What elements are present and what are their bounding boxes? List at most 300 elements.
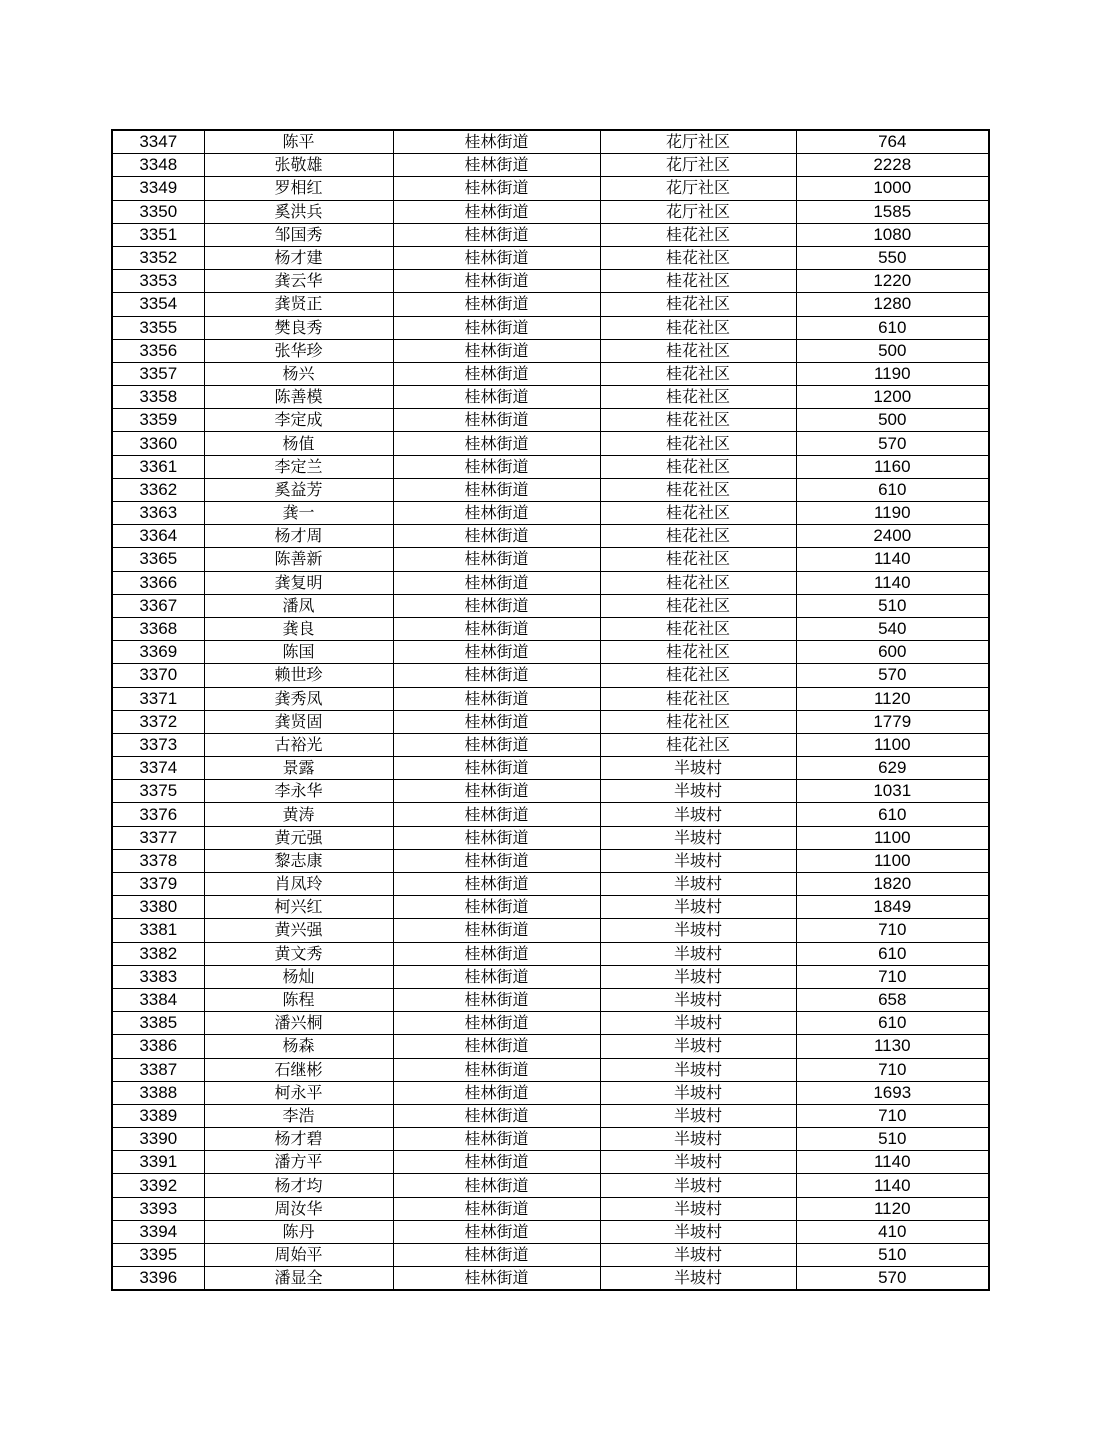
row-number-cell: 3378	[112, 849, 204, 872]
table-row	[112, 177, 989, 200]
row-number-cell: 3386	[112, 1035, 204, 1058]
street-cell: 桂林街道	[393, 1220, 600, 1243]
street-cell: 桂林街道	[393, 223, 600, 246]
row-number-cell: 3359	[112, 409, 204, 432]
name-cell: 奚益芳	[204, 478, 393, 501]
street-cell: 桂林街道	[393, 1104, 600, 1127]
row-number-cell: 3387	[112, 1058, 204, 1081]
street-cell: 桂林街道	[393, 849, 600, 872]
row-number-cell: 3348	[112, 154, 204, 177]
table-row	[112, 1197, 989, 1220]
street-cell: 桂林街道	[393, 641, 600, 664]
street-cell: 桂林街道	[393, 896, 600, 919]
amount-cell: 1849	[796, 896, 989, 919]
row-number-cell: 3365	[112, 548, 204, 571]
community-cell: 半坡村	[600, 803, 796, 826]
street-cell: 桂林街道	[393, 1151, 600, 1174]
name-cell: 龚云华	[204, 270, 393, 293]
name-cell: 陈善模	[204, 386, 393, 409]
community-cell: 花厅社区	[600, 177, 796, 200]
row-number-cell: 3385	[112, 1012, 204, 1035]
amount-cell: 1820	[796, 873, 989, 896]
amount-cell: 1190	[796, 362, 989, 385]
table-row	[112, 548, 989, 571]
name-cell: 罗相红	[204, 177, 393, 200]
name-cell: 杨才均	[204, 1174, 393, 1197]
community-cell: 半坡村	[600, 965, 796, 988]
table-row	[112, 594, 989, 617]
table-row	[112, 1267, 989, 1291]
street-cell: 桂林街道	[393, 548, 600, 571]
community-cell: 半坡村	[600, 1012, 796, 1035]
name-cell: 张华珍	[204, 339, 393, 362]
amount-cell: 2400	[796, 525, 989, 548]
name-cell: 龚复明	[204, 571, 393, 594]
name-cell: 李定成	[204, 409, 393, 432]
name-cell: 黄文秀	[204, 942, 393, 965]
table-row	[112, 988, 989, 1011]
table-row	[112, 780, 989, 803]
name-cell: 柯兴红	[204, 896, 393, 919]
amount-cell: 1031	[796, 780, 989, 803]
row-number-cell: 3350	[112, 200, 204, 223]
street-cell: 桂林街道	[393, 525, 600, 548]
community-cell: 桂花社区	[600, 478, 796, 501]
name-cell: 奚洪兵	[204, 200, 393, 223]
table-row	[112, 826, 989, 849]
table-row	[112, 919, 989, 942]
street-cell: 桂林街道	[393, 664, 600, 687]
street-cell: 桂林街道	[393, 687, 600, 710]
table-row	[112, 965, 989, 988]
row-number-cell: 3360	[112, 432, 204, 455]
table-row	[112, 896, 989, 919]
row-number-cell: 3390	[112, 1128, 204, 1151]
community-cell: 半坡村	[600, 1174, 796, 1197]
row-number-cell: 3372	[112, 710, 204, 733]
table-row	[112, 130, 989, 154]
table-row	[112, 1128, 989, 1151]
community-cell: 半坡村	[600, 1197, 796, 1220]
community-cell: 桂花社区	[600, 710, 796, 733]
amount-cell: 710	[796, 1104, 989, 1127]
street-cell: 桂林街道	[393, 1174, 600, 1197]
community-cell: 半坡村	[600, 988, 796, 1011]
community-cell: 桂花社区	[600, 502, 796, 525]
name-cell: 张敬雄	[204, 154, 393, 177]
name-cell: 景露	[204, 757, 393, 780]
row-number-cell: 3352	[112, 246, 204, 269]
amount-cell: 1130	[796, 1035, 989, 1058]
amount-cell: 570	[796, 664, 989, 687]
amount-cell: 1585	[796, 200, 989, 223]
table-row	[112, 1244, 989, 1267]
roster-table	[111, 129, 990, 1291]
street-cell: 桂林街道	[393, 942, 600, 965]
street-cell: 桂林街道	[393, 919, 600, 942]
table-row	[112, 316, 989, 339]
row-number-cell: 3394	[112, 1220, 204, 1243]
community-cell: 半坡村	[600, 849, 796, 872]
table-row	[112, 339, 989, 362]
community-cell: 桂花社区	[600, 733, 796, 756]
amount-cell: 500	[796, 339, 989, 362]
row-number-cell: 3391	[112, 1151, 204, 1174]
amount-cell: 1693	[796, 1081, 989, 1104]
community-cell: 半坡村	[600, 1081, 796, 1104]
street-cell: 桂林街道	[393, 1035, 600, 1058]
row-number-cell: 3351	[112, 223, 204, 246]
name-cell: 李浩	[204, 1104, 393, 1127]
row-number-cell: 3382	[112, 942, 204, 965]
table-row	[112, 803, 989, 826]
amount-cell: 1200	[796, 386, 989, 409]
row-number-cell: 3353	[112, 270, 204, 293]
row-number-cell: 3380	[112, 896, 204, 919]
street-cell: 桂林街道	[393, 386, 600, 409]
name-cell: 邹国秀	[204, 223, 393, 246]
row-number-cell: 3368	[112, 617, 204, 640]
table-row	[112, 1220, 989, 1243]
community-cell: 桂花社区	[600, 571, 796, 594]
name-cell: 陈国	[204, 641, 393, 664]
community-cell: 桂花社区	[600, 223, 796, 246]
table-row	[112, 525, 989, 548]
table-row	[112, 733, 989, 756]
table-row	[112, 757, 989, 780]
community-cell: 半坡村	[600, 942, 796, 965]
street-cell: 桂林街道	[393, 1081, 600, 1104]
name-cell: 陈程	[204, 988, 393, 1011]
table-row	[112, 710, 989, 733]
amount-cell: 658	[796, 988, 989, 1011]
name-cell: 陈平	[204, 130, 393, 154]
street-cell: 桂林街道	[393, 316, 600, 339]
row-number-cell: 3371	[112, 687, 204, 710]
name-cell: 黄元强	[204, 826, 393, 849]
community-cell: 半坡村	[600, 757, 796, 780]
name-cell: 柯永平	[204, 1081, 393, 1104]
table-row	[112, 617, 989, 640]
name-cell: 陈善新	[204, 548, 393, 571]
street-cell: 桂林街道	[393, 130, 600, 154]
table-row	[112, 223, 989, 246]
street-cell: 桂林街道	[393, 826, 600, 849]
table-row	[112, 687, 989, 710]
table-row	[112, 432, 989, 455]
row-number-cell: 3367	[112, 594, 204, 617]
community-cell: 花厅社区	[600, 200, 796, 223]
name-cell: 杨才周	[204, 525, 393, 548]
community-cell: 半坡村	[600, 873, 796, 896]
row-number-cell: 3369	[112, 641, 204, 664]
row-number-cell: 3358	[112, 386, 204, 409]
row-number-cell: 3389	[112, 1104, 204, 1127]
table-row	[112, 1035, 989, 1058]
name-cell: 黎志康	[204, 849, 393, 872]
community-cell: 桂花社区	[600, 270, 796, 293]
amount-cell: 1280	[796, 293, 989, 316]
amount-cell: 610	[796, 316, 989, 339]
row-number-cell: 3357	[112, 362, 204, 385]
community-cell: 桂花社区	[600, 293, 796, 316]
name-cell: 龚一	[204, 502, 393, 525]
street-cell: 桂林街道	[393, 1197, 600, 1220]
amount-cell: 510	[796, 594, 989, 617]
table-row	[112, 1058, 989, 1081]
street-cell: 桂林街道	[393, 873, 600, 896]
street-cell: 桂林街道	[393, 1267, 600, 1291]
street-cell: 桂林街道	[393, 200, 600, 223]
street-cell: 桂林街道	[393, 733, 600, 756]
table-row	[112, 502, 989, 525]
community-cell: 半坡村	[600, 919, 796, 942]
community-cell: 桂花社区	[600, 641, 796, 664]
name-cell: 樊良秀	[204, 316, 393, 339]
street-cell: 桂林街道	[393, 502, 600, 525]
amount-cell: 1100	[796, 849, 989, 872]
table-row	[112, 246, 989, 269]
amount-cell: 500	[796, 409, 989, 432]
community-cell: 半坡村	[600, 1035, 796, 1058]
name-cell: 潘兴桐	[204, 1012, 393, 1035]
row-number-cell: 3384	[112, 988, 204, 1011]
table-row	[112, 1104, 989, 1127]
amount-cell: 600	[796, 641, 989, 664]
street-cell: 桂林街道	[393, 1012, 600, 1035]
amount-cell: 1120	[796, 687, 989, 710]
community-cell: 桂花社区	[600, 409, 796, 432]
street-cell: 桂林街道	[393, 270, 600, 293]
name-cell: 石继彬	[204, 1058, 393, 1081]
table-row	[112, 1174, 989, 1197]
community-cell: 半坡村	[600, 1128, 796, 1151]
street-cell: 桂林街道	[393, 455, 600, 478]
row-number-cell: 3392	[112, 1174, 204, 1197]
amount-cell: 629	[796, 757, 989, 780]
amount-cell: 1140	[796, 548, 989, 571]
name-cell: 潘凤	[204, 594, 393, 617]
row-number-cell: 3388	[112, 1081, 204, 1104]
community-cell: 桂花社区	[600, 362, 796, 385]
community-cell: 半坡村	[600, 896, 796, 919]
community-cell: 花厅社区	[600, 130, 796, 154]
community-cell: 半坡村	[600, 780, 796, 803]
amount-cell: 610	[796, 803, 989, 826]
community-cell: 桂花社区	[600, 548, 796, 571]
row-number-cell: 3349	[112, 177, 204, 200]
table-row	[112, 942, 989, 965]
name-cell: 杨兴	[204, 362, 393, 385]
amount-cell: 1000	[796, 177, 989, 200]
amount-cell: 1160	[796, 455, 989, 478]
name-cell: 李永华	[204, 780, 393, 803]
table-row	[112, 455, 989, 478]
row-number-cell: 3364	[112, 525, 204, 548]
name-cell: 赖世珍	[204, 664, 393, 687]
row-number-cell: 3361	[112, 455, 204, 478]
community-cell: 半坡村	[600, 1244, 796, 1267]
amount-cell: 1190	[796, 502, 989, 525]
row-number-cell: 3381	[112, 919, 204, 942]
name-cell: 龚贤正	[204, 293, 393, 316]
table-row	[112, 641, 989, 664]
row-number-cell: 3383	[112, 965, 204, 988]
name-cell: 杨灿	[204, 965, 393, 988]
amount-cell: 570	[796, 1267, 989, 1291]
street-cell: 桂林街道	[393, 177, 600, 200]
row-number-cell: 3376	[112, 803, 204, 826]
amount-cell: 1100	[796, 826, 989, 849]
name-cell: 潘显全	[204, 1267, 393, 1291]
street-cell: 桂林街道	[393, 154, 600, 177]
street-cell: 桂林街道	[393, 617, 600, 640]
community-cell: 桂花社区	[600, 455, 796, 478]
row-number-cell: 3366	[112, 571, 204, 594]
street-cell: 桂林街道	[393, 965, 600, 988]
table-row	[112, 293, 989, 316]
row-number-cell: 3355	[112, 316, 204, 339]
table-row	[112, 409, 989, 432]
row-number-cell: 3362	[112, 478, 204, 501]
amount-cell: 540	[796, 617, 989, 640]
community-cell: 桂花社区	[600, 664, 796, 687]
street-cell: 桂林街道	[393, 432, 600, 455]
community-cell: 桂花社区	[600, 316, 796, 339]
community-cell: 半坡村	[600, 1151, 796, 1174]
amount-cell: 610	[796, 1012, 989, 1035]
table-row	[112, 1081, 989, 1104]
community-cell: 半坡村	[600, 1104, 796, 1127]
name-cell: 杨值	[204, 432, 393, 455]
street-cell: 桂林街道	[393, 246, 600, 269]
street-cell: 桂林街道	[393, 1128, 600, 1151]
street-cell: 桂林街道	[393, 362, 600, 385]
row-number-cell: 3354	[112, 293, 204, 316]
amount-cell: 1779	[796, 710, 989, 733]
table-row	[112, 873, 989, 896]
street-cell: 桂林街道	[393, 757, 600, 780]
row-number-cell: 3377	[112, 826, 204, 849]
name-cell: 肖凤玲	[204, 873, 393, 896]
row-number-cell: 3375	[112, 780, 204, 803]
street-cell: 桂林街道	[393, 339, 600, 362]
street-cell: 桂林街道	[393, 710, 600, 733]
amount-cell: 1120	[796, 1197, 989, 1220]
table-row	[112, 154, 989, 177]
table-row	[112, 849, 989, 872]
row-number-cell: 3393	[112, 1197, 204, 1220]
row-number-cell: 3347	[112, 130, 204, 154]
amount-cell: 710	[796, 919, 989, 942]
amount-cell: 1140	[796, 571, 989, 594]
name-cell: 周始平	[204, 1244, 393, 1267]
table-row	[112, 571, 989, 594]
community-cell: 桂花社区	[600, 386, 796, 409]
community-cell: 半坡村	[600, 826, 796, 849]
name-cell: 李定兰	[204, 455, 393, 478]
community-cell: 桂花社区	[600, 525, 796, 548]
street-cell: 桂林街道	[393, 1244, 600, 1267]
row-number-cell: 3379	[112, 873, 204, 896]
table-row	[112, 478, 989, 501]
community-cell: 半坡村	[600, 1267, 796, 1291]
name-cell: 龚秀凤	[204, 687, 393, 710]
community-cell: 半坡村	[600, 1220, 796, 1243]
name-cell: 陈丹	[204, 1220, 393, 1243]
row-number-cell: 3374	[112, 757, 204, 780]
amount-cell: 1080	[796, 223, 989, 246]
table-row	[112, 664, 989, 687]
community-cell: 桂花社区	[600, 339, 796, 362]
amount-cell: 1220	[796, 270, 989, 293]
street-cell: 桂林街道	[393, 1058, 600, 1081]
name-cell: 龚良	[204, 617, 393, 640]
amount-cell: 2228	[796, 154, 989, 177]
community-cell: 半坡村	[600, 1058, 796, 1081]
street-cell: 桂林街道	[393, 293, 600, 316]
roster-table-body	[112, 130, 989, 1290]
name-cell: 黄涛	[204, 803, 393, 826]
street-cell: 桂林街道	[393, 780, 600, 803]
table-row	[112, 362, 989, 385]
amount-cell: 610	[796, 478, 989, 501]
name-cell: 龚贤固	[204, 710, 393, 733]
name-cell: 杨森	[204, 1035, 393, 1058]
name-cell: 周汝华	[204, 1197, 393, 1220]
street-cell: 桂林街道	[393, 571, 600, 594]
community-cell: 桂花社区	[600, 617, 796, 640]
street-cell: 桂林街道	[393, 478, 600, 501]
amount-cell: 610	[796, 942, 989, 965]
community-cell: 桂花社区	[600, 432, 796, 455]
name-cell: 杨才碧	[204, 1128, 393, 1151]
row-number-cell: 3373	[112, 733, 204, 756]
community-cell: 桂花社区	[600, 687, 796, 710]
table-row	[112, 200, 989, 223]
amount-cell: 410	[796, 1220, 989, 1243]
row-number-cell: 3396	[112, 1267, 204, 1291]
community-cell: 桂花社区	[600, 594, 796, 617]
amount-cell: 764	[796, 130, 989, 154]
street-cell: 桂林街道	[393, 594, 600, 617]
row-number-cell: 3395	[112, 1244, 204, 1267]
table-row	[112, 1012, 989, 1035]
community-cell: 花厅社区	[600, 154, 796, 177]
amount-cell: 1140	[796, 1151, 989, 1174]
street-cell: 桂林街道	[393, 988, 600, 1011]
row-number-cell: 3363	[112, 502, 204, 525]
name-cell: 古裕光	[204, 733, 393, 756]
amount-cell: 550	[796, 246, 989, 269]
community-cell: 桂花社区	[600, 246, 796, 269]
row-number-cell: 3370	[112, 664, 204, 687]
amount-cell: 710	[796, 1058, 989, 1081]
table-row	[112, 270, 989, 293]
row-number-cell: 3356	[112, 339, 204, 362]
amount-cell: 510	[796, 1244, 989, 1267]
amount-cell: 510	[796, 1128, 989, 1151]
street-cell: 桂林街道	[393, 409, 600, 432]
street-cell: 桂林街道	[393, 803, 600, 826]
name-cell: 杨才建	[204, 246, 393, 269]
name-cell: 黄兴强	[204, 919, 393, 942]
table-row	[112, 1151, 989, 1174]
amount-cell: 1100	[796, 733, 989, 756]
amount-cell: 1140	[796, 1174, 989, 1197]
table-row	[112, 386, 989, 409]
name-cell: 潘方平	[204, 1151, 393, 1174]
